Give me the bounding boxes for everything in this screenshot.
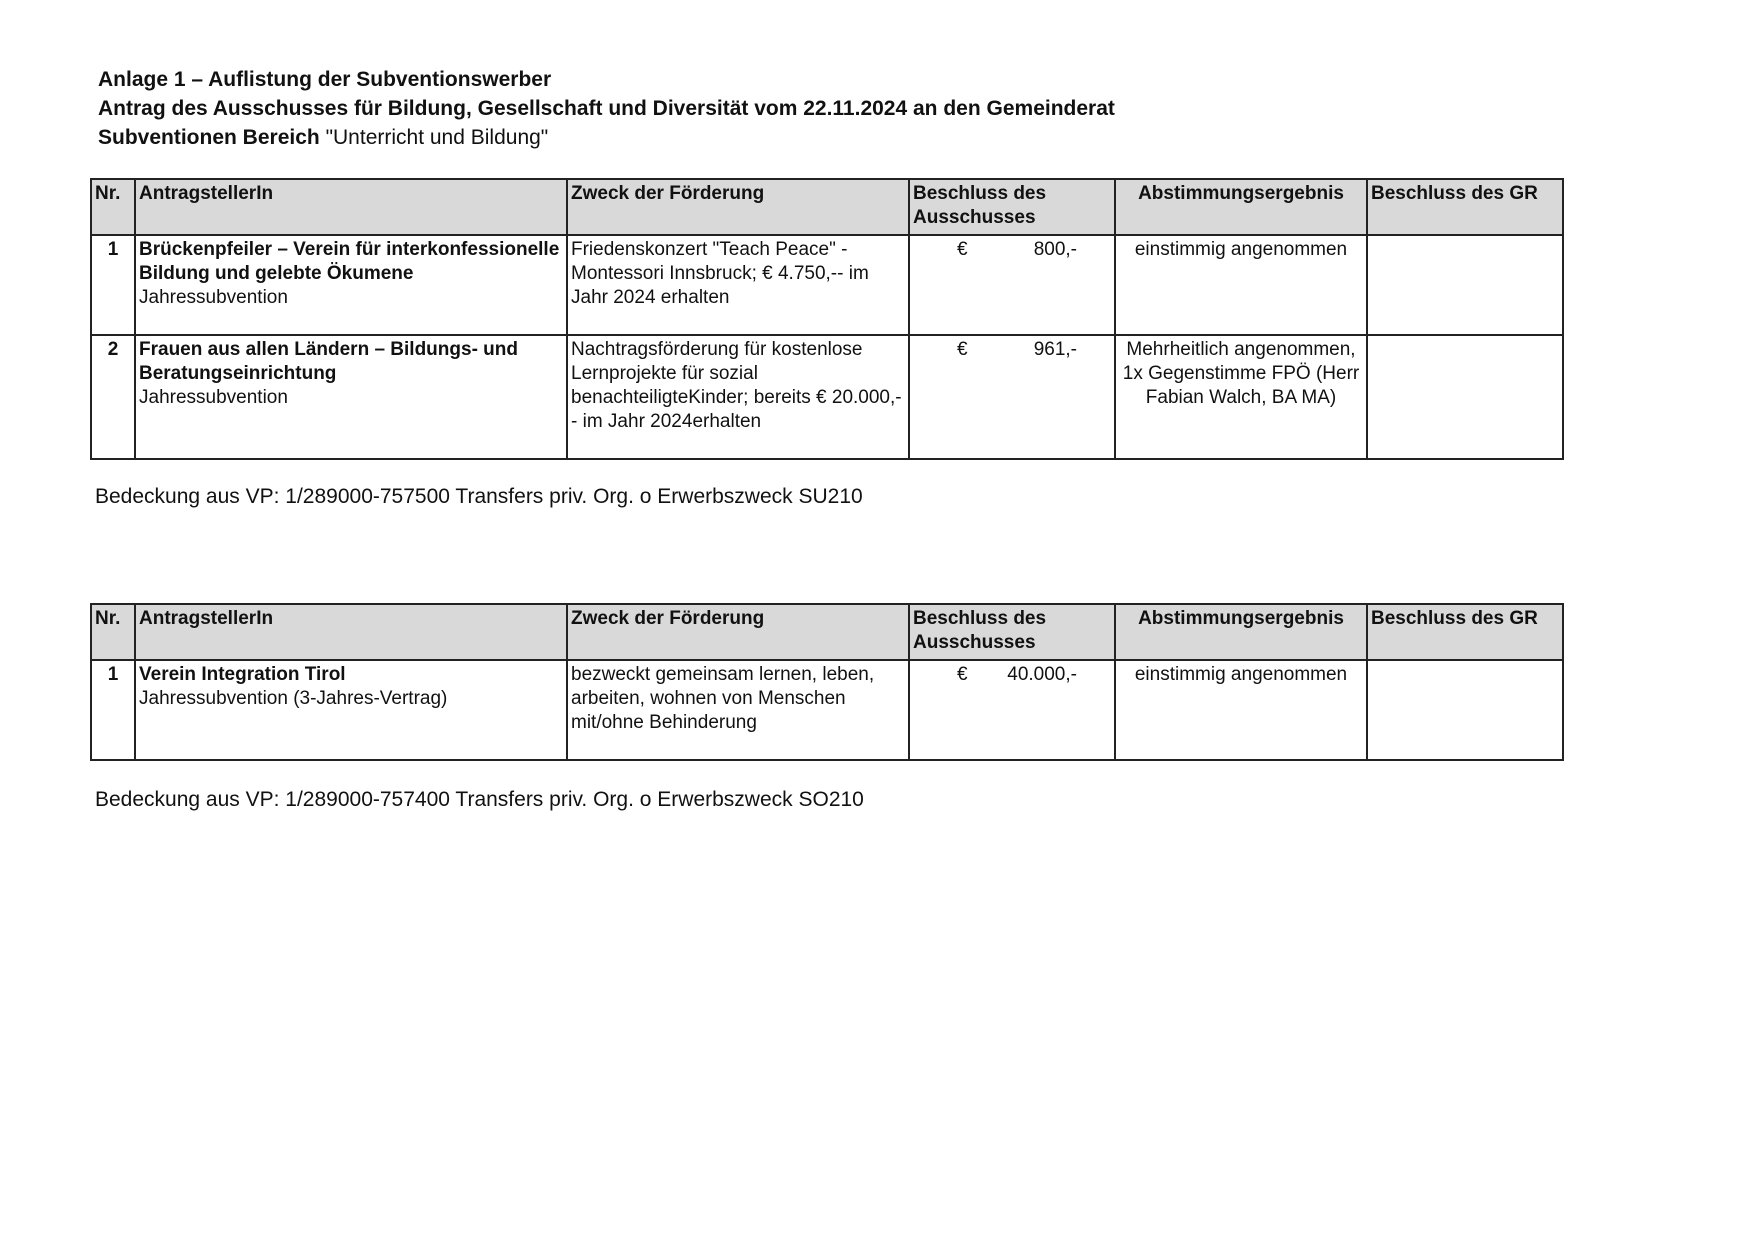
- amount-value: 961,-: [1033, 339, 1077, 360]
- applicant-name: Frauen aus allen Ländern – Bildungs- und Beratungseinrichtung: [139, 339, 518, 384]
- row-committee-amount: [909, 235, 1115, 335]
- table-header-row: [91, 179, 1563, 235]
- applicant-type: Jahressubvention: [139, 287, 288, 308]
- col-purpose-header: Zweck der Förderung: [567, 604, 909, 660]
- table-row: [91, 660, 1563, 760]
- col-council-header: Beschluss des GR: [1367, 604, 1563, 660]
- row-vote: einstimmig angenommen: [1115, 660, 1367, 760]
- amount-value: 40.000,-: [1007, 664, 1077, 685]
- document-subtitle: Antrag des Ausschusses für Bildung, Gesellschaft und Diversität vom 22.11.2024 an den Gemeinderat: [98, 97, 1115, 120]
- col-purpose-header: Zweck der Förderung: [567, 179, 909, 235]
- applicant-name: Brückenpfeiler – Verein für interkonfessionelle Bildung und gelebte Ökumene: [139, 239, 560, 284]
- currency-symbol: €: [957, 339, 968, 360]
- row-committee-amount: [909, 660, 1115, 760]
- amount-value: 800,-: [1033, 239, 1077, 260]
- table-row: [91, 235, 1563, 335]
- applicant-name: Verein Integration Tirol: [139, 664, 346, 685]
- row-nr: 1: [91, 235, 135, 335]
- applicant-type: Jahressubvention (3-Jahres-Vertrag): [139, 688, 448, 709]
- col-vote-header: Abstimmungsergebnis: [1115, 604, 1367, 660]
- row-council: [1367, 660, 1563, 760]
- row-applicant: [135, 235, 567, 335]
- budget-coverage-2: Bedeckung aus VP: 1/289000-757400 Transfers priv. Org. o Erwerbszweck SO210: [95, 788, 864, 811]
- row-vote: einstimmig angenommen: [1115, 235, 1367, 335]
- col-applicant-header: AntragstellerIn: [135, 179, 567, 235]
- area-value: "Unterricht und Bildung": [325, 126, 549, 149]
- row-council: [1367, 235, 1563, 335]
- row-nr: 1: [91, 660, 135, 760]
- row-committee-amount: [909, 335, 1115, 459]
- document-title: Anlage 1 – Auflistung der Subventionswerber: [98, 68, 552, 91]
- subsidy-table-2: [90, 603, 1564, 761]
- subsidy-table-1: [90, 178, 1564, 460]
- row-purpose: Friedenskonzert "Teach Peace" - Montessori Innsbruck; € 4.750,-- im Jahr 2024 erhalten: [567, 235, 909, 335]
- row-nr: 2: [91, 335, 135, 459]
- budget-coverage-1: Bedeckung aus VP: 1/289000-757500 Transfers priv. Org. o Erwerbszweck SU210: [95, 485, 863, 508]
- row-purpose: bezweckt gemeinsam lernen, leben, arbeiten, wohnen von Menschen mit/ohne Behinderung: [567, 660, 909, 760]
- col-nr-header: Nr.: [91, 179, 135, 235]
- table-header-row: [91, 604, 1563, 660]
- row-vote: Mehrheitlich angenommen, 1x Gegenstimme FPÖ (Herr Fabian Walch, BA MA): [1115, 335, 1367, 459]
- row-applicant: [135, 335, 567, 459]
- col-committee-header: Beschluss des Ausschusses: [909, 179, 1115, 235]
- col-council-header: Beschluss des GR: [1367, 179, 1563, 235]
- col-nr-header: Nr.: [91, 604, 135, 660]
- currency-symbol: €: [957, 239, 968, 260]
- col-vote-header: Abstimmungsergebnis: [1115, 179, 1367, 235]
- document-area: [98, 124, 548, 152]
- area-label: Subventionen Bereich: [98, 126, 320, 149]
- row-purpose: Nachtragsförderung für kostenlose Lernprojekte für sozial benachteiligteKinder; bereits € 20.000,-- im Jahr 2024erhalten: [567, 335, 909, 459]
- applicant-type: Jahressubvention: [139, 387, 288, 408]
- currency-symbol: €: [957, 664, 968, 685]
- col-applicant-header: AntragstellerIn: [135, 604, 567, 660]
- table-row: [91, 335, 1563, 459]
- row-applicant: [135, 660, 567, 760]
- col-committee-header: Beschluss des Ausschusses: [909, 604, 1115, 660]
- row-council: [1367, 335, 1563, 459]
